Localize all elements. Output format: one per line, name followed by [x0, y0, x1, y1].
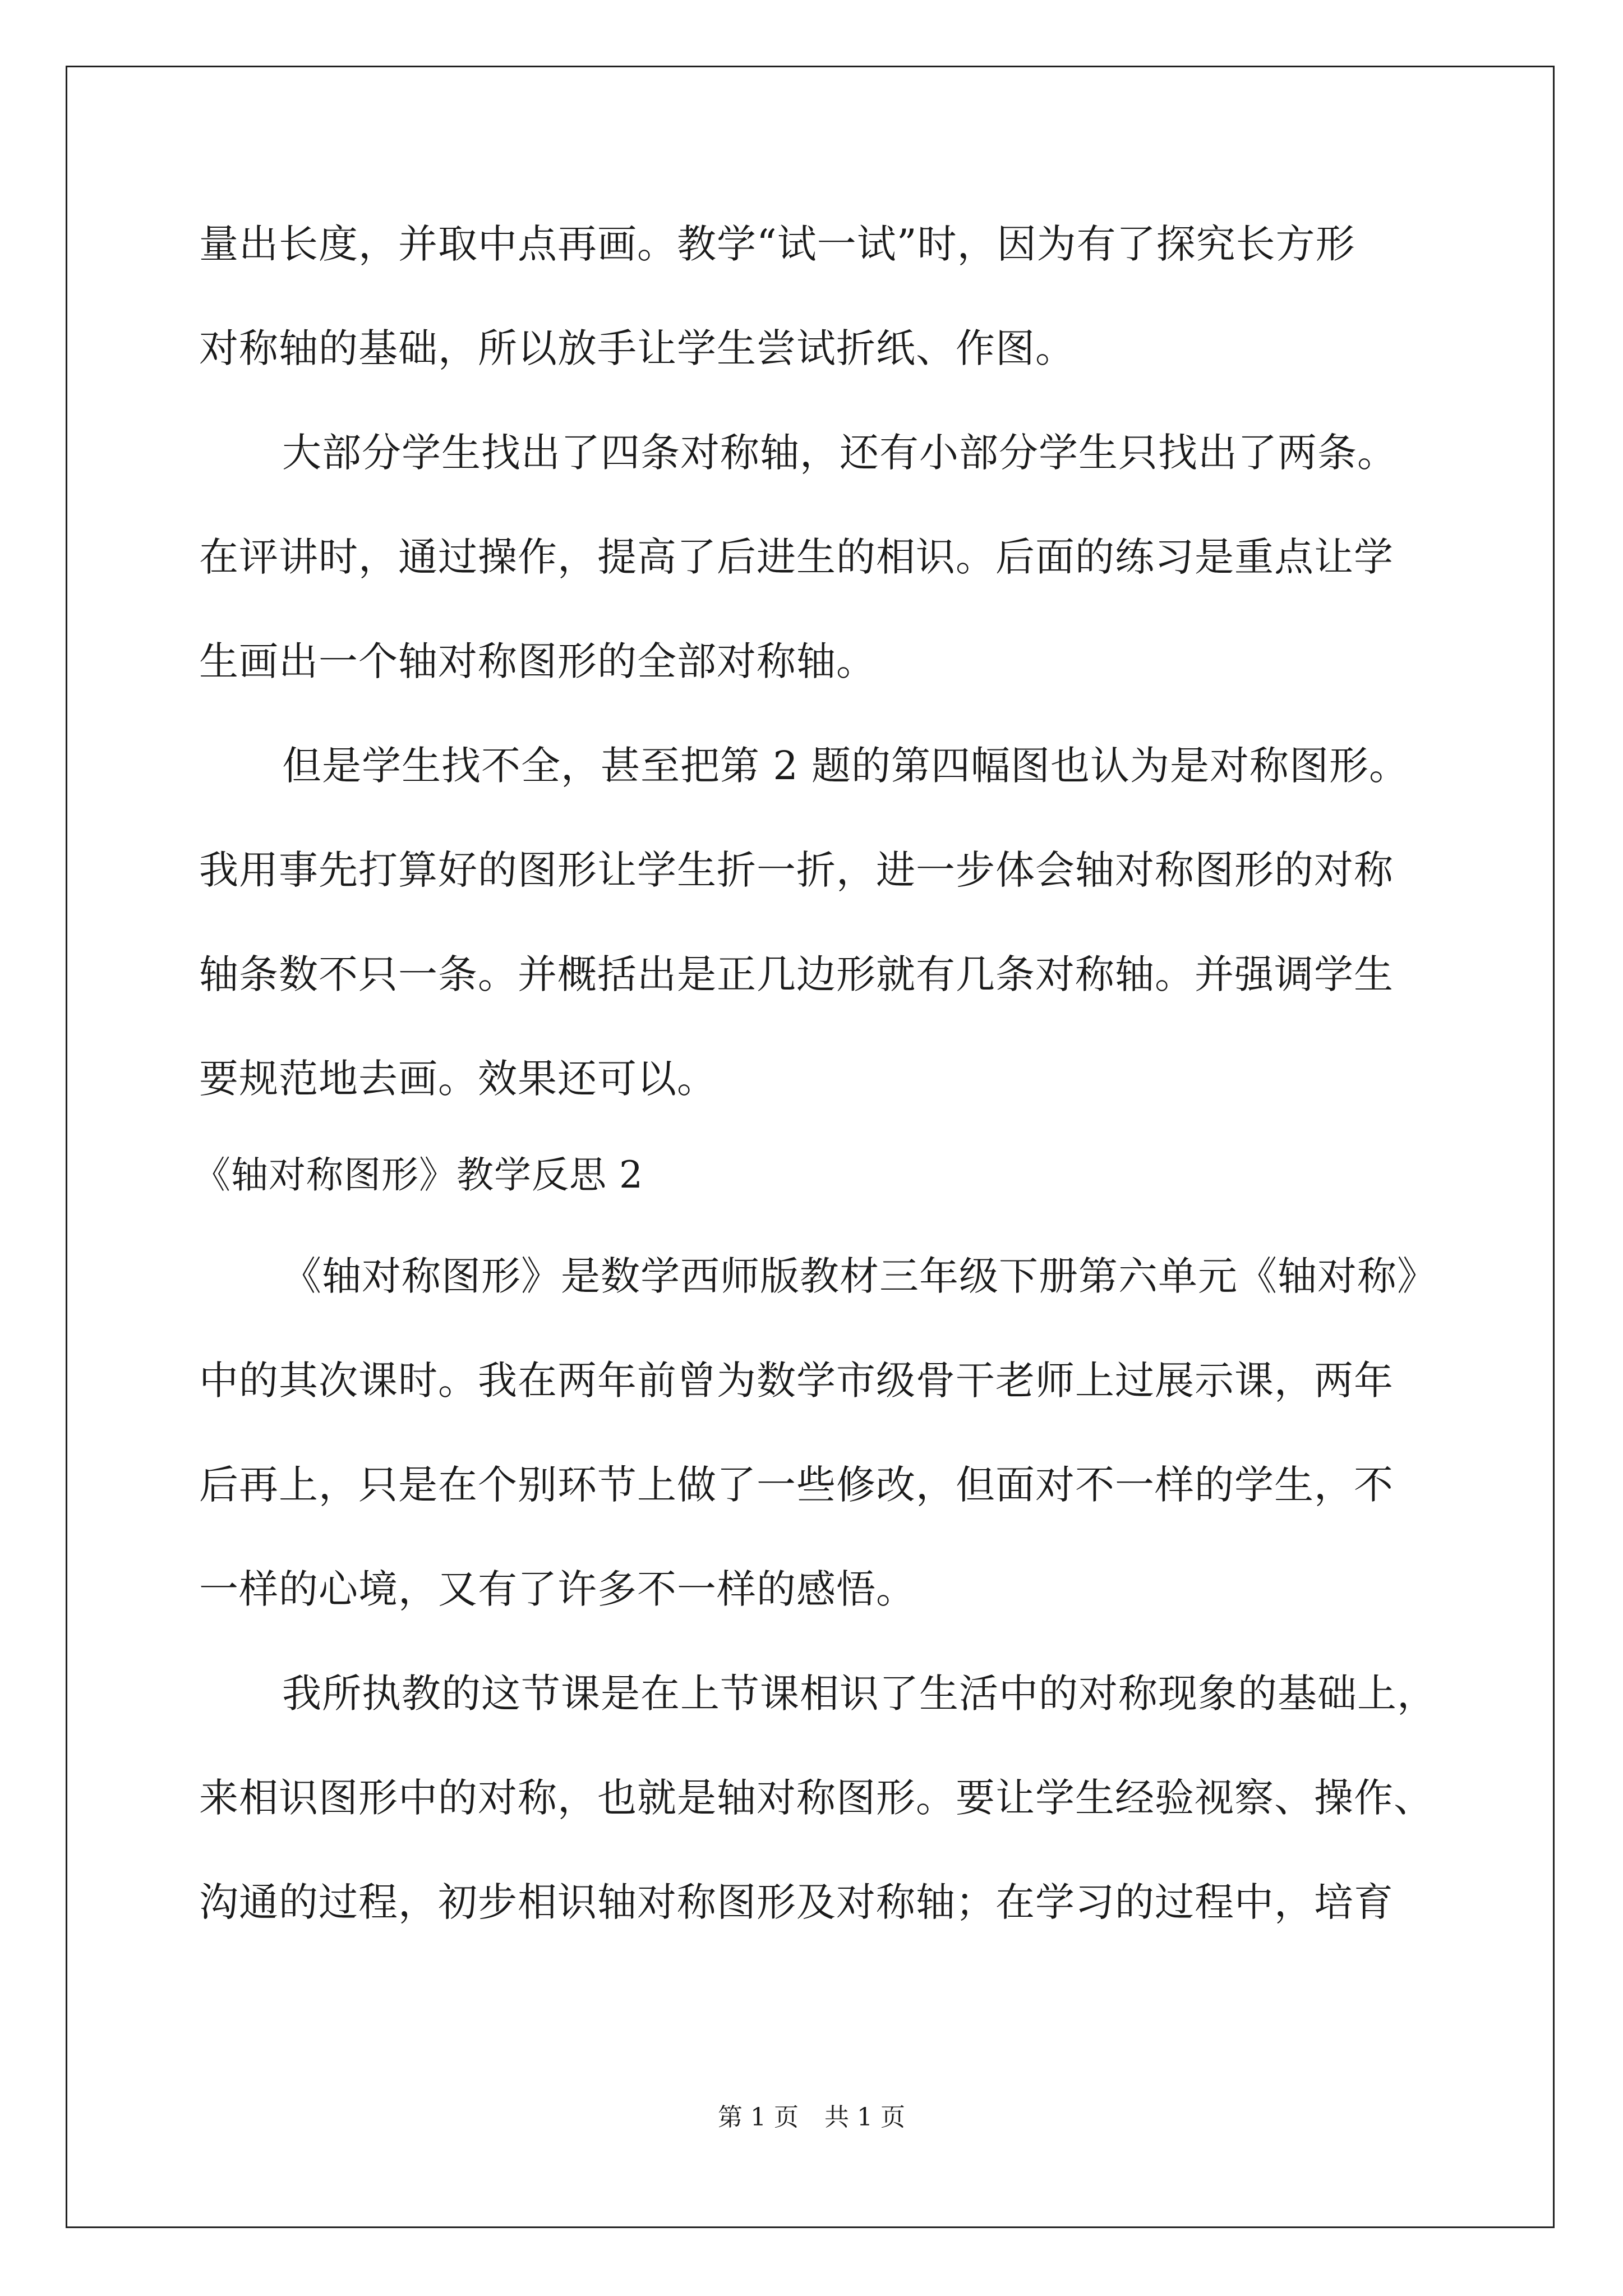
paragraph-start-1: 大部分学生找出了四条对称轴，还有小部分学生只找出了两条。 [282, 430, 1397, 476]
text-line-14: 一样的心境，又有了许多不一样的感悟。 [199, 1566, 916, 1612]
text-line-8: 轴条数不只一条。并概括出是正几边形就有几条对称轴。并强调学生 [199, 951, 1394, 997]
text-line-17: 沟通的过程，初步相识轴对称图形及对称轴；在学习的过程中，培育 [199, 1879, 1394, 1925]
text-line-16: 来相识图形中的对称，也就是轴对称图形。要让学生经验视察、操作、 [199, 1775, 1433, 1821]
page-footer [0, 2101, 1623, 2134]
text-line-9: 要规范地去画。效果还可以。 [199, 1056, 717, 1102]
text-line-7: 我用事先打算好的图形让学生折一折，进一步体会轴对称图形的对称 [199, 847, 1394, 893]
page-number: 第 1 页 [718, 2103, 799, 2132]
paragraph-start-2: 但是学生找不全，甚至把第 2 题的第四幅图也认为是对称图形。 [282, 743, 1409, 789]
section-heading: 《轴对称图形》教学反思 2 [193, 1153, 643, 1197]
page-total: 共 1 页 [824, 2103, 905, 2132]
text-line-1: 量出长度，并取中点再画。教学“试一试”时，因为有了探究长方形 [199, 221, 1355, 267]
text-line-5: 生画出一个轴对称图形的全部对称轴。 [199, 638, 876, 684]
text-line-2: 对称轴的基础，所以放手让学生尝试折纸、作图。 [199, 325, 1075, 371]
paragraph-start-4: 我所执教的这节课是在上节课相识了生活中的对称现象的基础上， [282, 1671, 1437, 1717]
text-line-4: 在评讲时，通过操作，提高了后进生的相识。后面的练习是重点让学 [199, 534, 1394, 580]
text-line-12: 中的其次课时。我在两年前曾为数学市级骨干老师上过展示课，两年 [199, 1358, 1394, 1404]
text-line-13: 后再上，只是在个别环节上做了一些修改，但面对不一样的学生，不 [199, 1462, 1394, 1508]
paragraph-start-3: 《轴对称图形》是数学西师版教材三年级下册第六单元《轴对称》 [282, 1253, 1437, 1299]
